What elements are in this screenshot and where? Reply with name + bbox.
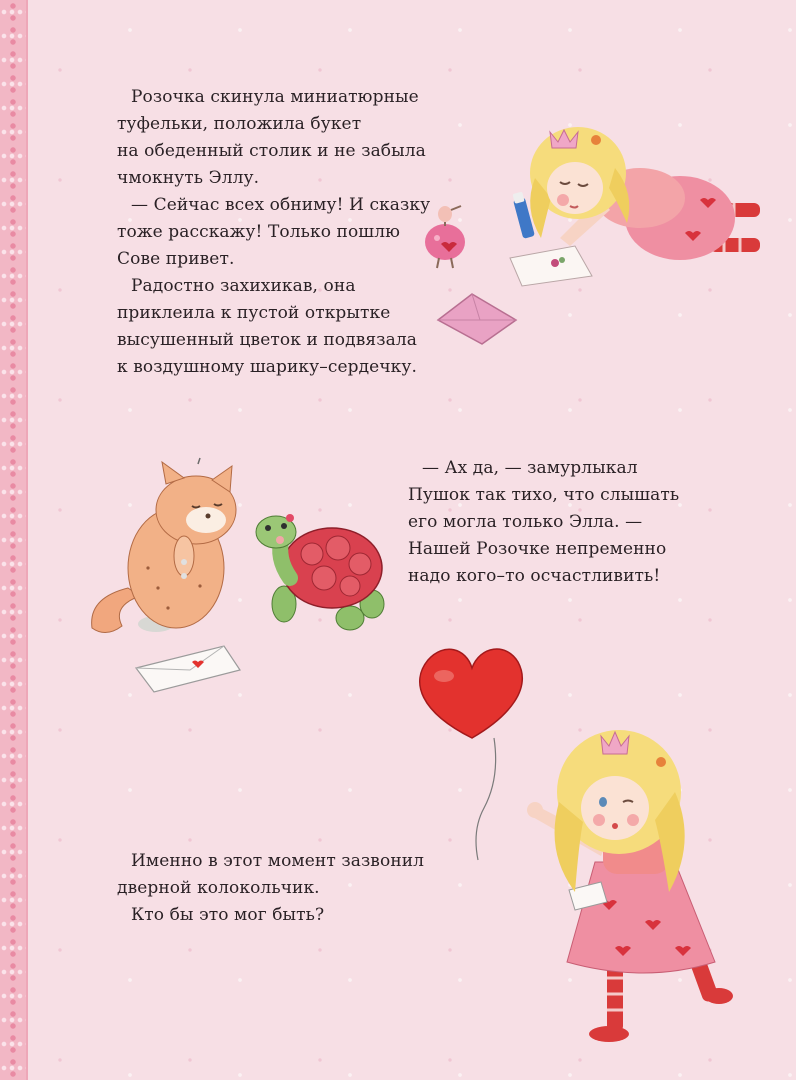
white-envelope-illustration <box>132 642 244 694</box>
pink-envelope-illustration <box>432 290 522 346</box>
text-block-middle <box>408 455 708 590</box>
story-line: чмокнуть Эллу. <box>117 168 260 188</box>
story-line: Именно в этот момент зазвонил <box>131 851 425 871</box>
story-line: — Ах да, — замурлыкал <box>422 458 638 478</box>
story-line: на обеденный столик и не забыла <box>117 141 426 161</box>
little-bird-illustration <box>415 200 475 272</box>
story-line: Радостно захихикав, она <box>131 276 356 296</box>
ginger-cat-illustration <box>88 458 248 640</box>
story-line: его могла только Элла. — <box>408 512 643 532</box>
text-block-bottom <box>117 848 437 929</box>
story-line: надо кого–то осчастливить! <box>408 566 661 586</box>
princess-crafting-illustration <box>500 118 770 288</box>
story-line: дверной колокольчик. <box>117 878 320 898</box>
story-line: Пушок так тихо, что слышать <box>408 485 680 505</box>
story-line: высушенный цветок и подвязала <box>117 330 417 350</box>
story-line: тоже расскажу! Только пошлю <box>117 222 401 242</box>
text-block-top <box>117 84 447 381</box>
story-line: Розочка скинула миниатюрные <box>131 87 419 107</box>
story-line: Кто бы это мог быть? <box>131 905 325 925</box>
story-line: туфельки, положила букет <box>117 114 362 134</box>
turtle-illustration <box>250 508 390 634</box>
story-line: Нашей Розочке непременно <box>408 539 667 559</box>
lace-border <box>0 0 28 1080</box>
heart-balloon-illustration <box>410 642 530 862</box>
story-line: к воздушному шарику–сердечку. <box>117 357 418 377</box>
story-line: — Сейчас всех обниму! И сказку <box>131 195 431 215</box>
story-line: Сове привет. <box>117 249 235 269</box>
princess-with-balloon-illustration <box>515 722 745 1052</box>
story-line: приклеила к пустой открытке <box>117 303 391 323</box>
